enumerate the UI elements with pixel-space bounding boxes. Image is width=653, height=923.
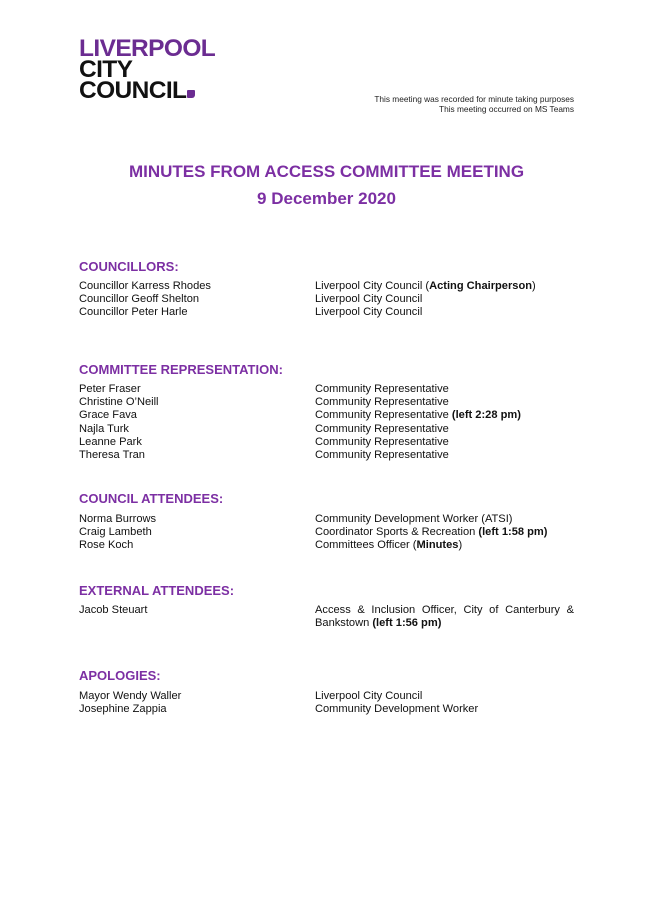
attendee-role: Access & Inclusion Officer, City of Canterbury & Bankstown (left 1:56 pm)	[315, 604, 574, 630]
attendee-role: Community Representative	[315, 422, 449, 435]
logo-line-2: CITY	[79, 56, 133, 83]
attendee-name: Councillor Karress Rhodes	[79, 280, 211, 292]
apologies-list	[79, 690, 574, 716]
attendee-role: Community Development Worker (ATSI)	[315, 513, 513, 525]
meeting-date: 9 December 2020	[257, 189, 396, 208]
attendee-role: Community Representative	[315, 383, 449, 395]
list-item	[79, 423, 574, 436]
list-item	[79, 703, 574, 716]
attendee-role: Community Representative (left 2:28 pm)	[315, 409, 521, 422]
attendee-name: Theresa Tran	[79, 449, 145, 462]
committee-representation-list	[79, 383, 574, 462]
section-heading-council-attendees: COUNCIL ATTENDEES:	[79, 491, 224, 506]
logo-line-3-text: COUNCIL	[79, 77, 187, 104]
council-attendees-list	[79, 513, 574, 553]
logo-line-1: LIVERPOOL	[79, 35, 216, 62]
attendee-name: Leanne Park	[79, 435, 142, 448]
list-item	[79, 306, 574, 319]
attendee-name: Norma Burrows	[79, 513, 157, 525]
list-item	[79, 604, 574, 630]
attendee-role: Community Development Worker	[315, 703, 479, 716]
attendee-name: Peter Fraser	[79, 383, 141, 395]
attendee-name: Mayor Wendy Waller	[79, 690, 182, 702]
document-title: MINUTES FROM ACCESS COMMITTEE MEETING	[128, 162, 525, 181]
attendee-name: Jacob Steuart	[79, 604, 148, 616]
section-heading-external-attendees: EXTERNAL ATTENDEES:	[79, 583, 235, 598]
councillors-list	[79, 280, 574, 320]
meeting-notes	[374, 94, 574, 114]
list-item	[79, 280, 574, 293]
attendee-role: Committees Officer (Minutes)	[315, 539, 463, 552]
external-attendees-list	[79, 604, 574, 630]
list-item	[79, 513, 574, 526]
logo-dot-icon	[187, 90, 195, 98]
attendee-name: Grace Fava	[79, 409, 137, 422]
list-item	[79, 449, 574, 462]
attendee-name: Josephine Zappia	[79, 703, 167, 716]
list-item	[79, 293, 574, 306]
attendee-role: Community Representative	[315, 449, 449, 462]
attendee-name: Craig Lambeth	[79, 526, 152, 539]
attendee-name: Councillor Geoff Shelton	[79, 293, 200, 306]
attendee-role: Community Representative	[315, 435, 449, 448]
list-item	[79, 383, 574, 396]
attendee-role: Liverpool City Council	[315, 293, 423, 306]
section-heading-apologies: APOLOGIES:	[79, 668, 161, 683]
logo-line-3	[79, 77, 229, 104]
section-heading-councillors: COUNCILLORS:	[79, 259, 179, 274]
attendee-name: Rose Koch	[79, 539, 134, 552]
attendee-role: Liverpool City Council	[315, 306, 423, 319]
list-item	[79, 436, 574, 449]
section-heading-committee-representation: COMMITTEE REPRESENTATION:	[79, 362, 283, 377]
recording-note: This meeting was recorded for minute taking purposes	[374, 94, 574, 104]
attendee-name: Councillor Peter Harle	[79, 306, 188, 319]
list-item	[79, 396, 574, 409]
list-item	[79, 690, 574, 703]
attendee-role: Community Representative	[315, 396, 449, 409]
liverpool-city-council-logo	[79, 35, 229, 104]
attendee-role: Liverpool City Council (Acting Chairperson)	[315, 280, 536, 292]
attendee-name: Christine O’Neill	[79, 396, 159, 409]
attendee-name: Najla Turk	[79, 422, 129, 435]
teams-note: This meeting occurred on MS Teams	[439, 104, 574, 114]
attendee-role: Coordinator Sports & Recreation (left 1:58 pm)	[315, 526, 548, 539]
list-item	[79, 409, 574, 422]
attendee-role: Liverpool City Council	[315, 690, 423, 702]
list-item	[79, 526, 574, 539]
list-item	[79, 539, 574, 552]
